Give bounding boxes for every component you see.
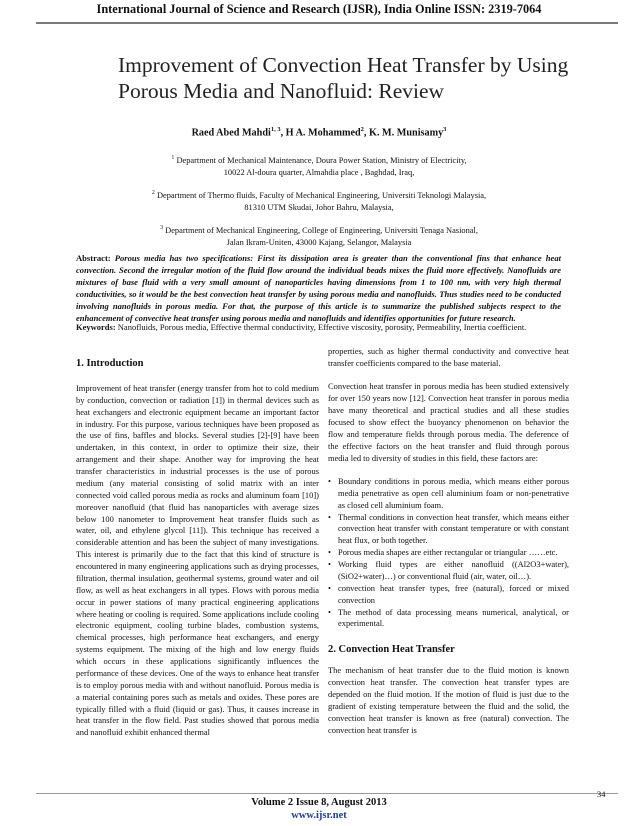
affiliation-line: Department of Mechanical Maintenance, Doura Power Station, Ministry of Electricity, bbox=[176, 155, 467, 165]
keywords-text: Nanofluids, Porous media, Effective thermal conductivity, Effective viscosity, porosity, Permeability, Inertia coefficient. bbox=[117, 322, 527, 332]
affiliation bbox=[0, 187, 638, 214]
list-item: • Working fluid types are either nanofluid ((Al2O3+water), (SiO2+water)…) or conventional fluid (air, water, oil…). bbox=[328, 559, 569, 583]
convection-paragraph: The mechanism of heat transfer due to the fluid motion is known convection heat transfer. The convection heat transfer types are depended on the fluid motion. If the motion of fluid is just due to the gradient of existing temperature between the fluid and the solid, the convection heat transfer is known as free (natural) convection. The convection heat transfer is bbox=[328, 665, 569, 735]
list-item: • The method of data processing means numerical, analytical, or experimental. bbox=[328, 607, 569, 631]
factor-list bbox=[328, 476, 569, 630]
author-affiliation-mark: 2 bbox=[360, 126, 364, 133]
keywords bbox=[76, 322, 566, 333]
intro-paragraph-2: Convection heat transfer in porous media has been studied extensively for over 150 years now [12]. Convection heat transfer in porous media have many theoretical and practical studies and all these studies focused to show effect the buoyancy phenomenon on behavior the flow and temperature fields through porous media. The deference of the effective factors on the heat transfer and fluid through porous media led to diversity of studies in this field, these factors are: bbox=[328, 381, 569, 463]
affiliation-number: 1 bbox=[171, 155, 175, 161]
abstract-text: Porous media has two specifications: First its dissipation area is greater than the conventional fins that enhance heat convection. Second the irregular motion of the fluid flow around the individual beads mixes the fluid more effectively. Nanofluids are mixtures of base fluid with a very small amount of nanoparticles having dimensions from 1 to 100 nm, with very high thermal conductivities, so it would be the best convection heat transfer by using porous media and nanofluids. Thus studies need to be conducted involving nanofluids in porous media. For that, the purpose of this article is to summarize the published subjects respect to the enhancement of convective heat transfer using porous media and nanofluids and identifies opportunities for future research. bbox=[76, 253, 561, 324]
list-item: • convection heat transfer types, free (natural), forced or mixed convection bbox=[328, 583, 569, 607]
affiliation-line: Department of Thermo fluids, Faculty of Mechanical Engineering, Universiti Teknologi Malaysia, bbox=[156, 190, 487, 200]
intro-paragraph-continued: properties, such as higher thermal conductivity and convective heat transfer coefficients compared to the base material. bbox=[328, 346, 569, 368]
footer-url-link[interactable]: www.ijsr.net bbox=[291, 810, 347, 821]
affiliation bbox=[0, 222, 638, 249]
paper-title: Improvement of Convection Heat Transfer by Using Porous Media and Nanofluid: Review bbox=[118, 53, 569, 103]
author-affiliation-mark: 1, 3 bbox=[270, 126, 281, 133]
affiliation-line: Jalan Ikram-Uniten, 43000 Kajang, Selangor, Malaysia bbox=[226, 237, 412, 247]
journal-header: International Journal of Science and Research (IJSR), India Online ISSN: 2319-7064 bbox=[96, 2, 542, 16]
list-item: • Thermal conditions in convection heat transfer, which means either convection heat transfer with constant temperature or with constant heat flux, or both together. bbox=[328, 512, 569, 548]
affiliation-number: 3 bbox=[160, 225, 164, 231]
affiliation-number: 2 bbox=[151, 190, 155, 196]
right-column bbox=[328, 346, 569, 736]
section-heading-introduction: 1. Introduction bbox=[76, 358, 144, 369]
affiliation-line: Department of Mechanical Engineering, College of Engineering, Universiti Tenaga Nasional, bbox=[165, 225, 478, 235]
keywords-label: Keywords: bbox=[76, 322, 116, 332]
list-item: • Boundary conditions in porous media, which means either porous media penetrative as open cell aluminium foam or non-penetrative as closed cell aluminium foam. bbox=[328, 476, 569, 512]
affiliation-line: 10022 Al-doura quarter, Almahdia place , Baghdad, Iraq, bbox=[223, 167, 415, 177]
author-name: Raed Abed Mahdi bbox=[191, 127, 271, 139]
affiliation-line: 81310 UTM Skudai, Johor Bahru, Malaysia, bbox=[244, 202, 394, 212]
abstract-label: Abstract: bbox=[76, 253, 111, 263]
left-column bbox=[76, 358, 319, 739]
author-name: K. M. Munisamy bbox=[369, 127, 444, 139]
section-heading-convection: 2. Convection Heat Transfer bbox=[328, 644, 455, 656]
intro-paragraph: Improvement of heat transfer (energy transfer from hot to cold medium by conduction, convection or radiation [1]) in thermal devices such as heat exchangers and electronic equipment became an important factor in industry. For this purpose, various techniques have been proposed as the use of fins, baffles and blocks. Several studies [2]-[9] have been undertaken, in this context, in order to optimize their size, their arrangement and their shape. Another way for improving the heat transfer characteristics in industrial processes is the use of porous medium (any material consisting of solid matrix with an inter connected void called porous media as rocks and aluminum foam [10]) moreover nanofluid (that fluid has nanoparticles with average sizes below 100 nanometer to Improvement heat transfer fluids such as water, oil, and ethylene glycol [11]). This technique has received a considerable attention and has been the subject of many investigations. This interest is primarily due to the fact that this kind of structure is encountered in many engineering applications such as drying processes, filtration, thermal insulation, geothermal systems, ground water and oil flow, as well as heat exchangers in all types. Flows with porous media occur in power stations of many practical engineering applications where heating or cooling is required. Some applications include cooling electronic equipment, cooling turbine blades, combustion systems, chemical processes, high performance heat exchangers, and energy systems equipment. The mixing of the high and low energy fluids which occurs in these applications significantly influences the performance of these devices. One of the ways to enhance heat transfer is to employ porous media with and without nanofluid. Porous media is a material containing pores such as metals and oxides. These pores are typically filled with a fluid (liquid or gas). Thus, it causes increase in heat transfer in the flow field. Past studies showed that porous media and nanofluid exhibit enhanced thermal bbox=[76, 382, 319, 738]
header-rule bbox=[36, 22, 618, 24]
author-affiliation-mark: 3 bbox=[443, 126, 447, 133]
list-item: • Porous media shapes are either rectangular or triangular ……etc. bbox=[328, 547, 569, 559]
footer-volume: Volume 2 Issue 8, August 2013 bbox=[251, 797, 387, 808]
page-number: 34 bbox=[597, 790, 606, 799]
affiliation bbox=[0, 152, 638, 179]
author-name: H A. Mohammed bbox=[285, 127, 361, 139]
author-list: Raed Abed Mahdi$^{1, 3}$, H A. Mohammed$^2$, K. M. Munisamy$^3$ bbox=[191, 126, 447, 139]
footer-rule bbox=[36, 793, 618, 794]
abstract bbox=[76, 252, 561, 324]
